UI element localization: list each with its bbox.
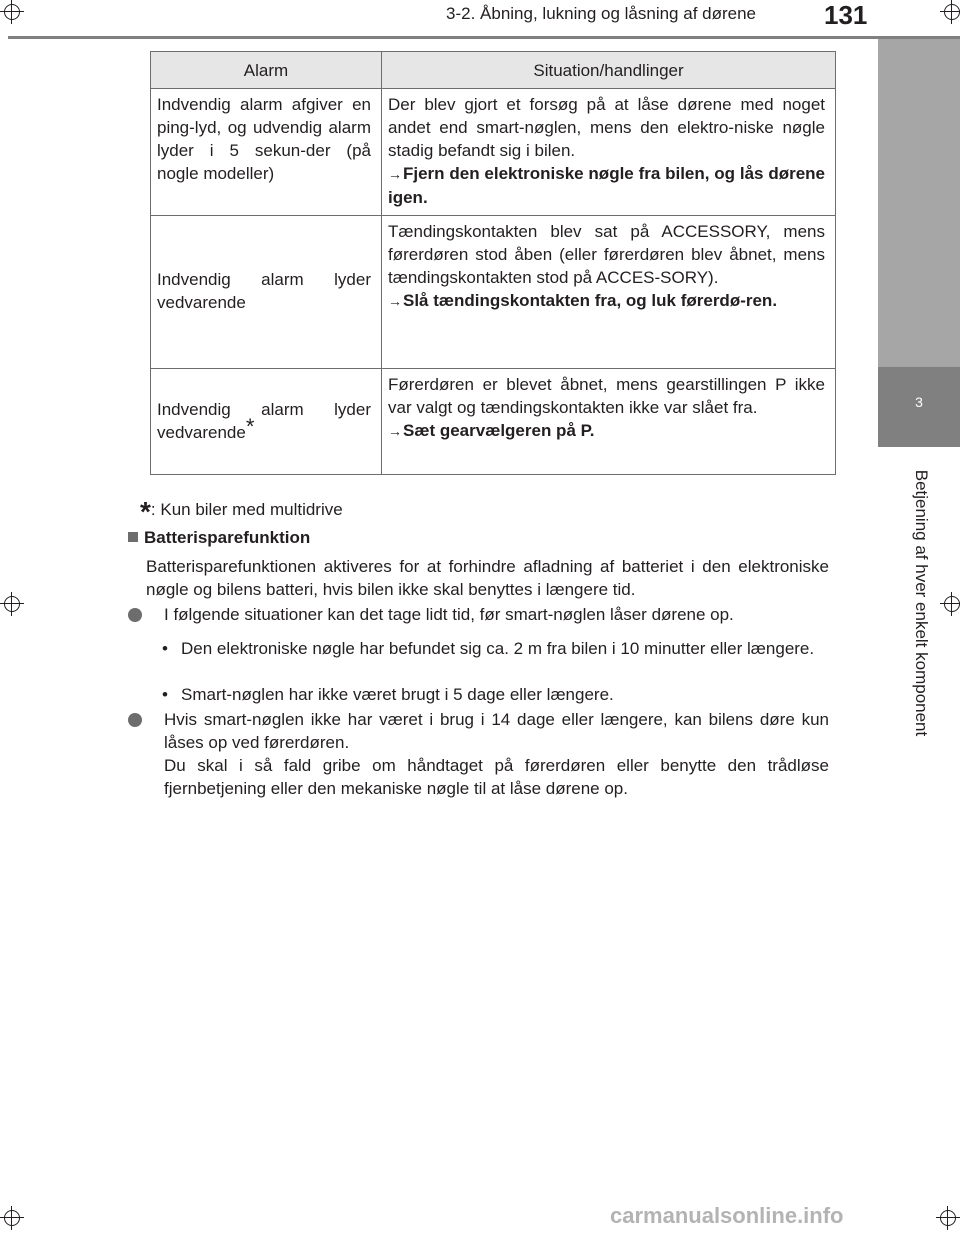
arrow-icon: → bbox=[388, 423, 402, 439]
table-footnote bbox=[140, 490, 343, 527]
table-row bbox=[151, 369, 836, 475]
situation-text: Førerdøren er blevet åbnet, mens gearstillingen P ikke var valgt og tændingskontakten ikke var slået fra. bbox=[388, 375, 825, 417]
registration-mark-icon bbox=[0, 1206, 24, 1230]
bullet-dot-icon: • bbox=[162, 685, 168, 704]
situation-text: Tændingskontakten blev sat på ACCESSORY, mens førerdøren stod åben (eller førerdøren blev åbnet, mens tændingskontakten stod på ACCES-SORY). bbox=[388, 222, 825, 287]
bullet-text-continued: Du skal i så fald gribe om håndtaget på førerdøren eller benytte den trådløse fjernbetjening eller den mekaniske nøgle til at låse dørene op. bbox=[164, 756, 829, 798]
situation-cell bbox=[382, 216, 836, 369]
situation-text: Der blev gjort et forsøg på at låse dørene med noget andet end smart-nøglen, mens den elektro-niske nøgle stadig befandt sig i bilen. bbox=[388, 95, 825, 160]
section-title: 3-2. Åbning, lukning og låsning af dørene bbox=[446, 4, 756, 23]
chapter-number: 3 bbox=[915, 394, 923, 410]
alarm-cell: Indvendig alarm lyder vedvarende bbox=[151, 216, 382, 369]
alarm-cell: Indvendig alarm afgiver en ping-lyd, og udvendig alarm lyder i 5 sekun-der (på nogle modeller) bbox=[151, 89, 382, 216]
action-text bbox=[388, 419, 825, 443]
situation-cell bbox=[382, 89, 836, 216]
footnote-marker: * bbox=[245, 413, 255, 439]
square-bullet-icon bbox=[128, 532, 138, 542]
situation-cell bbox=[382, 369, 836, 475]
action-text bbox=[388, 162, 825, 209]
table-header-row bbox=[151, 52, 836, 89]
list-item bbox=[162, 683, 829, 706]
action-label: Fjern den elektroniske nøgle fra bilen, og lås dørene igen. bbox=[388, 164, 825, 207]
arrow-icon: → bbox=[388, 293, 402, 309]
registration-mark-icon bbox=[940, 0, 960, 24]
action-label: Sæt gearvælgeren på P. bbox=[403, 421, 595, 440]
action-text bbox=[388, 289, 825, 313]
round-bullet-icon bbox=[128, 608, 142, 622]
list-item bbox=[162, 637, 829, 660]
alarm-text: Indvendig alarm lyder vedvarende bbox=[157, 399, 371, 442]
section-heading bbox=[128, 526, 828, 549]
arrow-icon: → bbox=[388, 166, 402, 182]
table-row bbox=[151, 216, 836, 369]
alarm-table bbox=[150, 51, 836, 475]
round-bullet-icon bbox=[128, 713, 142, 727]
list-item-text: Smart-nøglen har ikke været brugt i 5 dage eller længere. bbox=[181, 685, 614, 704]
registration-mark-icon bbox=[0, 592, 24, 616]
registration-mark-icon bbox=[940, 592, 960, 616]
bullet-text: I følgende situationer kan det tage lidt tid, før smart-nøglen låser dørene op. bbox=[164, 605, 734, 624]
column-header-situation: Situation/handlinger bbox=[382, 52, 836, 89]
bullet-text-main: Hvis smart-nøglen ikke har været i brug i 14 dage eller længere, kan bilens døre kun låses op ved førerdøren. bbox=[164, 710, 829, 752]
list-item-text: Den elektroniske nøgle har befundet sig ca. 2 m fra bilen i 10 minutter eller længere. bbox=[181, 639, 815, 658]
registration-mark-icon bbox=[936, 1206, 960, 1230]
chapter-title: Betjening af hver enkelt komponent bbox=[912, 469, 931, 737]
footnote-mark: * bbox=[140, 496, 151, 527]
watermark: carmanualsonline.info bbox=[610, 1203, 844, 1228]
bullet-dot-icon: • bbox=[162, 639, 168, 658]
header-rule bbox=[8, 36, 960, 39]
alarm-cell bbox=[151, 369, 382, 475]
bullet-text bbox=[164, 708, 829, 800]
table-row bbox=[151, 89, 836, 216]
registration-mark-icon bbox=[0, 0, 24, 24]
action-label: Slå tændingskontakten fra, og luk førerdø-ren. bbox=[403, 291, 778, 310]
section-heading-text: Batterisparefunktion bbox=[144, 528, 311, 547]
footnote-text: : Kun biler med multidrive bbox=[150, 500, 343, 519]
page-number: 131 bbox=[824, 0, 868, 30]
section-intro: Batterisparefunktionen aktiveres for at forhindre afladning af batteriet i den elektroniske nøgle og bilens batteri, hvis bilen ikke skal benyttes i længere tid. bbox=[146, 557, 829, 599]
column-header-alarm: Alarm bbox=[151, 52, 382, 89]
